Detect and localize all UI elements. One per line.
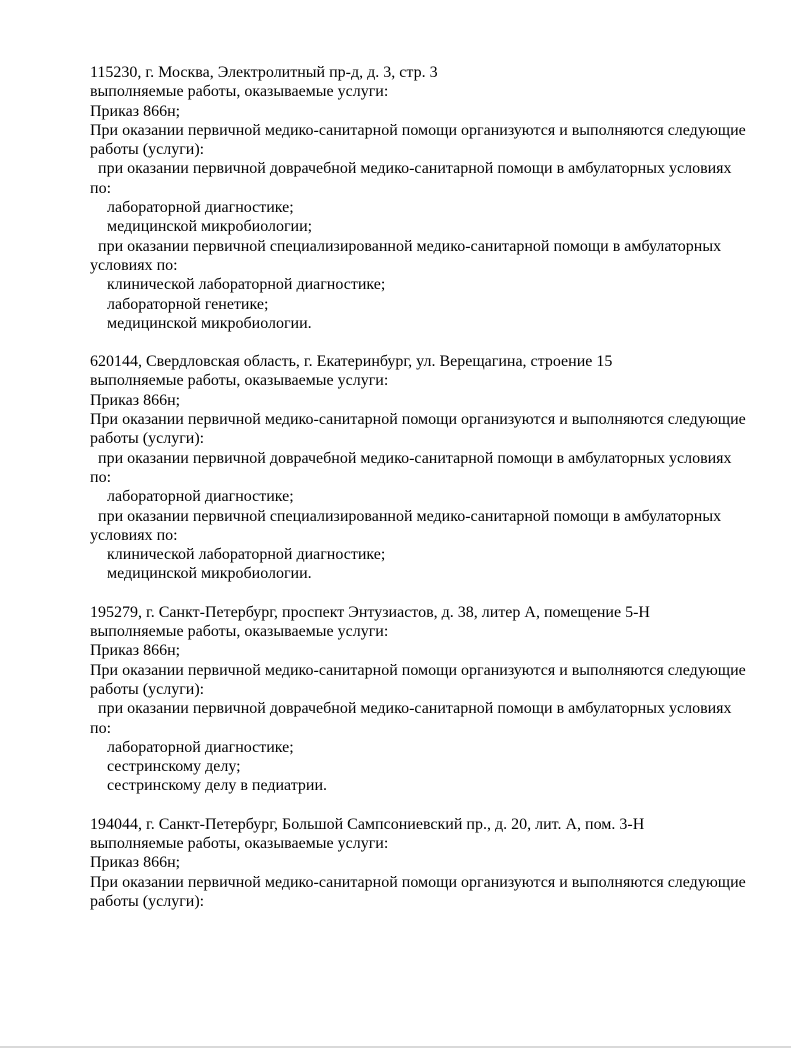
address-line: 115230, г. Москва, Электролитный пр-д, д. 3, стр. 3 bbox=[90, 64, 438, 81]
order-reference: Приказ 866н; bbox=[90, 642, 181, 660]
paragraph-line: работы (услуги): bbox=[90, 892, 205, 910]
address-block bbox=[90, 603, 751, 796]
item-line: лабораторной диагностике; bbox=[107, 488, 294, 506]
category-line-continuation: по: bbox=[90, 468, 112, 486]
item-line: лабораторной диагностике; bbox=[107, 199, 294, 217]
paragraph-line: При оказании первичной медико-санитарной помощи организуются и выполняются следующие bbox=[90, 411, 746, 429]
item-line: лабораторной генетике; bbox=[107, 295, 269, 313]
category-line-continuation: условиях по: bbox=[90, 526, 178, 544]
works-services-label: выполняемые работы, оказываемые услуги: bbox=[90, 623, 389, 641]
address-line: 194044, г. Санкт-Петербург, Большой Сампсониевский пр., д. 20, лит. А, пом. 3-Н bbox=[90, 815, 645, 833]
item-line: медицинской микробиологии. bbox=[107, 314, 312, 332]
item-line: сестринскому делу; bbox=[107, 758, 241, 776]
order-reference: Приказ 866н; bbox=[90, 854, 181, 872]
works-services-label: выполняемые работы, оказываемые услуги: bbox=[90, 83, 389, 101]
address-block bbox=[90, 63, 751, 333]
works-services-label: выполняемые работы, оказываемые услуги: bbox=[90, 834, 389, 852]
item-line: клинической лабораторной диагностике; bbox=[107, 546, 386, 564]
category-line: при оказании первичной специализированной медико-санитарной помощи в амбулаторных bbox=[98, 237, 722, 255]
section-divider bbox=[0, 1046, 791, 1048]
paragraph-line: работы (услуги): bbox=[90, 680, 205, 698]
paragraph-line: При оказании первичной медико-санитарной помощи организуются и выполняются следующие bbox=[90, 661, 746, 679]
category-line: при оказании первичной доврачебной медико-санитарной помощи в амбулаторных условиях bbox=[98, 700, 732, 718]
address-line: 620144, Свердловская область, г. Екатеринбург, ул. Верещагина, строение 15 bbox=[90, 353, 613, 371]
item-line: клинической лабораторной диагностике; bbox=[107, 276, 386, 294]
address-block bbox=[90, 352, 751, 584]
item-line: медицинской микробиологии; bbox=[107, 218, 313, 236]
order-reference: Приказ 866н; bbox=[90, 102, 181, 120]
address-line: 195279, г. Санкт-Петербург, проспект Энтузиастов, д. 38, литер А, помещение 5-Н bbox=[90, 603, 650, 621]
item-line: сестринскому делу в педиатрии. bbox=[107, 777, 328, 795]
paragraph-line: При оказании первичной медико-санитарной помощи организуются и выполняются следующие bbox=[90, 121, 746, 139]
works-services-label: выполняемые работы, оказываемые услуги: bbox=[90, 372, 389, 390]
category-line: при оказании первичной доврачебной медико-санитарной помощи в амбулаторных условиях bbox=[98, 449, 732, 467]
paragraph-line: работы (услуги): bbox=[90, 141, 205, 159]
category-line-continuation: условиях по: bbox=[90, 256, 178, 274]
item-line: лабораторной диагностике; bbox=[107, 738, 294, 756]
category-line-continuation: по: bbox=[90, 179, 112, 197]
address-block bbox=[90, 815, 751, 911]
paragraph-line: При оказании первичной медико-санитарной помощи организуются и выполняются следующие bbox=[90, 873, 746, 891]
category-line: при оказании первичной доврачебной медико-санитарной помощи в амбулаторных условиях bbox=[98, 160, 732, 178]
category-line: при оказании первичной специализированной медико-санитарной помощи в амбулаторных bbox=[98, 507, 722, 525]
category-line-continuation: по: bbox=[90, 719, 112, 737]
order-reference: Приказ 866н; bbox=[90, 391, 181, 409]
paragraph-line: работы (услуги): bbox=[90, 430, 205, 448]
item-line: медицинской микробиологии. bbox=[107, 565, 312, 583]
